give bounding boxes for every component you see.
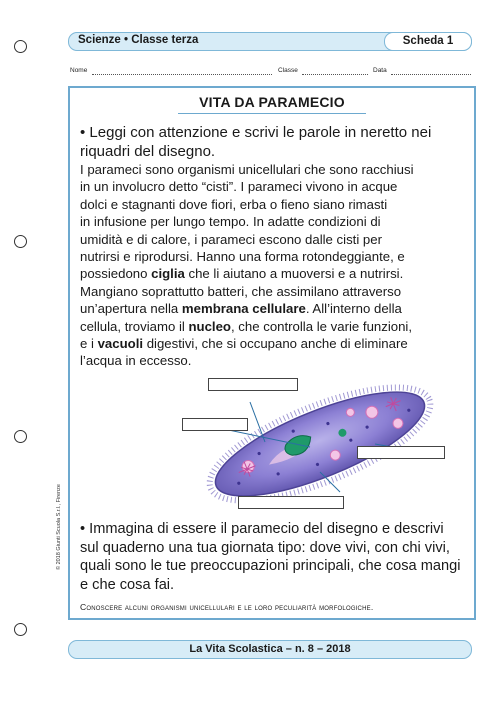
text-segment: l’acqua in eccesso. (80, 353, 192, 369)
text-segment: nutrirsi e riprodursi. Hanno una forma rotondeggiante, e (80, 249, 405, 265)
text-segment: digestivi, che si occupano anche di eliminare (143, 336, 408, 352)
title-underline (178, 113, 366, 114)
text-segment: che li aiutano a muoversi e a nutrirsi. (184, 266, 404, 282)
class-field[interactable] (302, 74, 368, 75)
text-line (80, 248, 466, 265)
text-segment: in infusione per lungo tempo. In adatte condizioni di (80, 214, 381, 230)
text-segment: . All’interno della (305, 301, 402, 317)
binder-hole (14, 40, 27, 53)
keyword: nucleo (188, 318, 231, 334)
date-field[interactable] (391, 74, 471, 75)
text-line (80, 318, 466, 335)
keyword: ciglia (151, 266, 185, 282)
class-label: Classe (278, 67, 298, 74)
answer-box-1[interactable] (208, 378, 298, 391)
text-segment: un’apertura nella (80, 301, 182, 317)
text-line (80, 300, 466, 317)
header-bar (68, 32, 472, 51)
answer-box-3[interactable] (357, 446, 445, 459)
reading-text (80, 161, 466, 370)
date-label: Data (373, 67, 387, 74)
answer-box-2[interactable] (182, 418, 248, 431)
text-segment: , che controlla le varie funzioni, (230, 318, 413, 334)
binder-hole (14, 430, 27, 443)
text-line (80, 213, 466, 230)
text-segment: dolci e stagnanti dove fiori, erba o fieno siano rimasti (80, 196, 388, 212)
text-line (80, 161, 466, 178)
keyword: vacuoli (97, 336, 144, 352)
sheet-badge: Scheda 1 (384, 32, 472, 51)
text-line (80, 231, 466, 248)
text-segment: possiedono (80, 266, 152, 282)
subject-label: Scienze • Classe terza (78, 34, 199, 46)
text-segment: in un involucro detto “cisti”. I parameci vivono in acque (80, 179, 398, 195)
text-line (80, 265, 466, 282)
text-line (80, 178, 466, 195)
text-line (80, 352, 466, 369)
worksheet-title: VITA DA PARAMECIO (199, 94, 345, 110)
cell-body (204, 372, 436, 512)
text-segment: umidità e di calore, i parameci escono dalle cisti per (80, 231, 382, 247)
text-line (80, 283, 466, 300)
answer-box-4[interactable] (238, 496, 344, 509)
worksheet-card (68, 86, 476, 620)
text-segment: I parameci sono organismi unicellulari che sono racchiusi (80, 162, 414, 177)
instruction-1: • Leggi con attenzione e scrivi le parole in neretto nei riquadri del disegno. (80, 124, 432, 160)
instruction-2: • Immagina di essere il paramecio del disegno e descrivi sul quaderno una tua giornata tipo: dove vivi, con chi vivi, quali sono le tue preoccupazioni principali, che cosa mangi e che cosa fai. (80, 521, 461, 593)
text-segment: Mangiano soprattutto batteri, che assimilano attraverso (80, 283, 402, 299)
student-info-row (68, 67, 472, 77)
text-line (80, 196, 466, 213)
binder-hole (14, 623, 27, 636)
name-label: Nome (70, 67, 88, 74)
paramecium-illustration (170, 372, 470, 512)
footer-bar: La Vita Scolastica – n. 8 – 2018 (68, 640, 472, 659)
binder-hole (14, 235, 27, 248)
text-segment: e i (80, 336, 98, 352)
text-line (80, 335, 466, 352)
name-field[interactable] (92, 74, 272, 75)
keyword: membrana cellulare (181, 301, 306, 317)
text-segment: cellula, troviamo il (80, 318, 189, 334)
learning-objective: Conoscere alcuni organismi unicellulari e le loro peculiarità morfologiche. (80, 602, 374, 612)
copyright-credit: © 2018 Giunti Scuola S.r.l., Firenze (56, 484, 62, 570)
